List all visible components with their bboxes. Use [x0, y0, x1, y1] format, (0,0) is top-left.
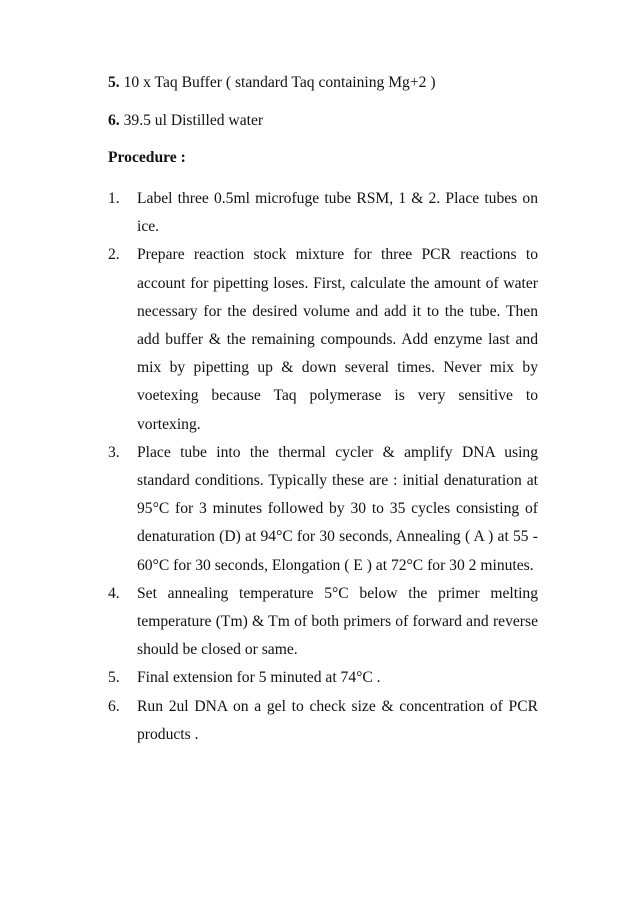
material-item-6: 6. 39.5 ul Distilled water: [108, 112, 264, 129]
procedure-heading: Procedure :: [108, 149, 186, 166]
material-text: 10 x Taq Buffer ( standard Taq containing Mg+2 ): [123, 74, 436, 91]
procedure-step-4: [108, 580, 538, 665]
procedure-step-6: [108, 693, 538, 749]
procedure-step-3: [108, 439, 538, 580]
procedure-step-2: [108, 241, 538, 438]
step-number: 4.: [108, 584, 120, 602]
step-text: Place tube into the thermal cycler & amplify DNA using standard conditions. Typically these are : initial denaturation at 95°C for 3 minutes followed by 30 to 35 cycles consisting of denaturation (D) at 94°C for 30 seconds, Annealing ( A ) at 55 - 60°C for 30 seconds, Elongation ( E ) at 72°C for 30 2 minutes.: [137, 443, 538, 574]
step-number: 5.: [108, 669, 120, 687]
step-number: 2.: [108, 246, 120, 264]
step-number: 1.: [108, 190, 120, 207]
step-text: Final extension for 5 minuted at 74°C .: [137, 669, 381, 687]
step-number: 3.: [108, 443, 120, 461]
step-text: Label three 0.5ml microfuge tube RSM, 1 & 2. Place tubes on ice.: [137, 190, 538, 236]
material-number: 6: [108, 112, 116, 129]
material-item-5: 5. 10 x Taq Buffer ( standard Taq containing Mg+2 ): [108, 74, 436, 91]
procedure-step-1: [108, 185, 538, 241]
step-number: 6.: [108, 697, 120, 715]
step-text: Run 2ul DNA on a gel to check size & concentration of PCR products .: [137, 697, 538, 743]
step-text: Set annealing temperature 5°C below the primer melting temperature (Tm) & Tm of both primers of forward and reverse should be closed or same.: [137, 584, 538, 659]
procedure-step-5: [108, 664, 538, 692]
material-text: 39.5 ul Distilled water: [123, 112, 264, 129]
procedure-list: [108, 185, 538, 749]
step-text: Prepare reaction stock mixture for three PCR reactions to account for pipetting loses. First, calculate the amount of water necessary for the desired volume and add it to the tube. Then add buffer & the remaining compounds. Add enzyme last and mix by pipetting up & down several times. Never mix by voetexing because Taq polymerase is very sensitive to vortexing.: [137, 246, 538, 433]
material-number: 5: [108, 74, 116, 91]
